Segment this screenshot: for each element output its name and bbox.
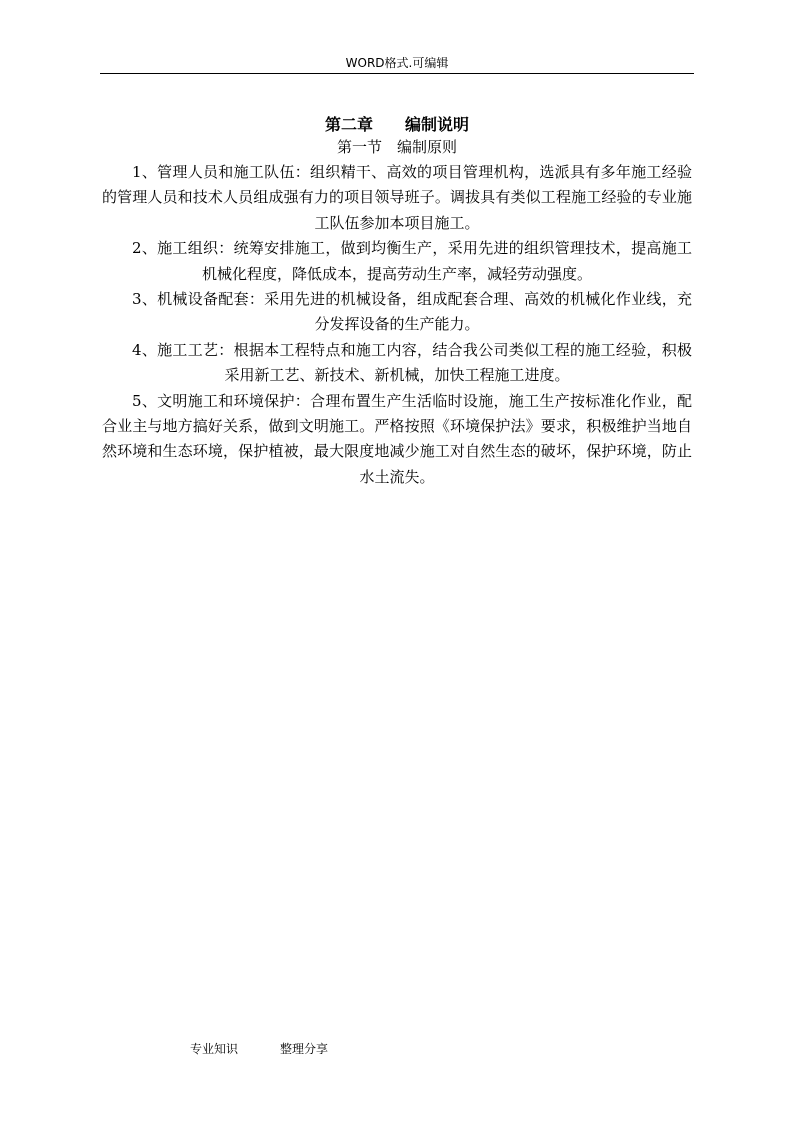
paragraph-4: 4、施工工艺：根据本工程特点和施工内容，结合我公司类似工程的施工经验，积极采用新工艺、新技术、新机械，加快工程施工进度。	[132, 340, 692, 385]
footer-right-text: 整理分享	[280, 1042, 329, 1056]
document-body	[102, 114, 692, 490]
paragraph-5: 5、文明施工和环境保护：合理布置生产生活临时设施，施工生产按标准化作业，配合业主与地方搞好关系，做到文明施工。严格按照《环境保护法》要求，积极维护当地自然环境和生态环境，保护植被，最大限度地减少施工对自然生态的破坏，保护环境，防止水土流失。	[102, 391, 692, 486]
paragraph-2: 2、施工组织：统筹安排施工，做到均衡生产，采用先进的组织管理技术，提高施工机械化程度，降低成本，提高劳动生产率，减轻劳动强度。	[132, 239, 692, 283]
page-header: WORD格式.可编辑	[345, 56, 449, 70]
paragraph-3: 3、机械设备配套：采用先进的机械设备，组成配套合理、高效的机械化作业线，充分发挥设备的生产能力。	[132, 290, 692, 334]
paragraph-1: 1、管理人员和施工队伍：组织精干、高效的项目管理机构，选派具有多年施工经验的管理人员和技术人员组成强有力的项目领导班子。调拔具有类似工程施工经验的专业施工队伍参加本项目施工。	[102, 163, 692, 232]
page-footer	[190, 1042, 328, 1056]
footer-left-text: 专业知识	[190, 1042, 239, 1056]
section-title: 第一节 编制原则	[336, 138, 457, 156]
header-rule	[100, 73, 694, 74]
chapter-title: 第二章 编制说明	[324, 115, 469, 134]
